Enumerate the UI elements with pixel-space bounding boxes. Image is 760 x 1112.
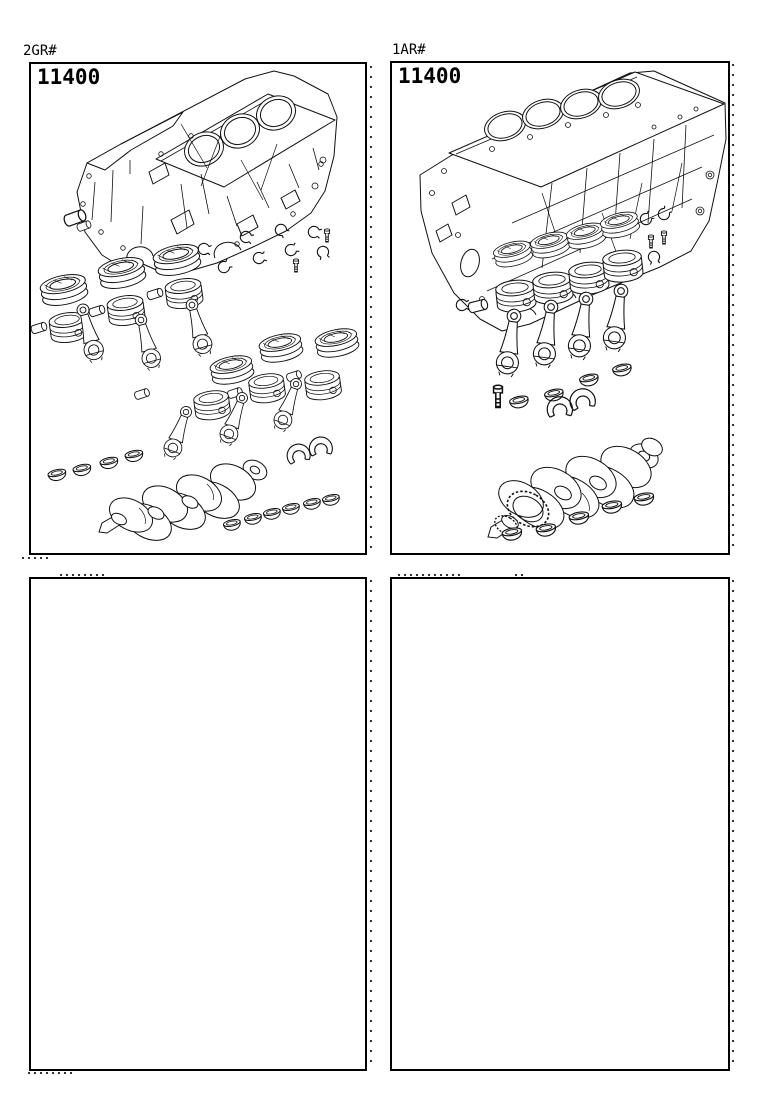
bolt bbox=[324, 229, 329, 242]
diagram-panel-2gr[interactable] bbox=[29, 62, 367, 555]
main-bearing-shell bbox=[263, 507, 282, 521]
snap-ring bbox=[252, 251, 267, 265]
piston bbox=[248, 372, 287, 405]
scan-tick-marks bbox=[732, 64, 734, 552]
bolt bbox=[494, 385, 503, 407]
connecting-rod bbox=[131, 312, 164, 372]
main-bearing-shell bbox=[303, 497, 322, 511]
main-bearing-shell bbox=[634, 492, 655, 507]
bolt bbox=[293, 259, 298, 272]
connecting-rod bbox=[161, 404, 196, 462]
piston-ring-set bbox=[96, 254, 147, 292]
piston bbox=[193, 389, 232, 422]
connecting-rod bbox=[181, 297, 214, 358]
thrust-washer bbox=[568, 386, 597, 411]
thrust-washer bbox=[308, 436, 333, 456]
main-bearing-shell bbox=[322, 493, 341, 507]
rod-bearing-shell bbox=[612, 363, 633, 378]
piston-pin bbox=[31, 322, 48, 335]
empty-panel-bottom-left bbox=[29, 577, 367, 1071]
connecting-rod bbox=[602, 283, 633, 353]
part-number-1ar[interactable]: 11400 bbox=[398, 64, 462, 88]
piston-ring-set bbox=[258, 331, 305, 366]
part-number-2gr[interactable]: 11400 bbox=[37, 65, 101, 89]
scan-tick-marks bbox=[370, 66, 372, 552]
v6-engine-short-block-exploded-diagram bbox=[31, 64, 365, 553]
snap-ring bbox=[316, 245, 330, 260]
snap-ring bbox=[307, 225, 322, 239]
scan-tick-marks bbox=[370, 580, 372, 1068]
empty-panel-bottom-right bbox=[390, 577, 730, 1071]
rod-bearing-shell bbox=[544, 388, 565, 403]
scan-tick-marks bbox=[60, 574, 108, 576]
scan-tick-marks bbox=[28, 1072, 74, 1074]
thrust-washer bbox=[285, 442, 312, 465]
piston bbox=[495, 278, 537, 313]
main-bearing-shell bbox=[124, 449, 144, 463]
engine-code-label-1ar: 1AR# bbox=[392, 42, 426, 58]
scan-tick-marks bbox=[732, 580, 734, 1068]
piston-ring-set bbox=[314, 326, 361, 361]
crankshaft bbox=[99, 456, 270, 548]
piston bbox=[304, 369, 343, 402]
scan-tick-marks bbox=[398, 574, 463, 576]
main-bearing-shell bbox=[282, 502, 301, 516]
piston-pin bbox=[134, 388, 151, 400]
engine-code-label-2gr: 2GR# bbox=[23, 43, 57, 59]
main-bearing-shell bbox=[223, 518, 242, 532]
main-bearing-shell bbox=[72, 463, 92, 477]
main-bearing-shell bbox=[244, 512, 263, 526]
piston-ring-set bbox=[38, 271, 89, 309]
piston-pin bbox=[146, 288, 164, 301]
scan-tick-marks bbox=[22, 557, 49, 559]
scan-tick-marks bbox=[515, 574, 527, 576]
main-bearing-shell bbox=[99, 456, 119, 470]
piston bbox=[602, 248, 644, 283]
main-bearing-shell bbox=[47, 468, 67, 482]
rod-bearing-shell bbox=[579, 373, 600, 388]
rod-bearing-shell bbox=[509, 395, 530, 410]
diagram-panel-1ar[interactable] bbox=[390, 61, 730, 555]
engine-block-v6 bbox=[77, 71, 337, 273]
i4-engine-short-block-exploded-diagram bbox=[392, 63, 728, 553]
snap-ring bbox=[283, 242, 299, 257]
piston-pin bbox=[88, 305, 106, 318]
